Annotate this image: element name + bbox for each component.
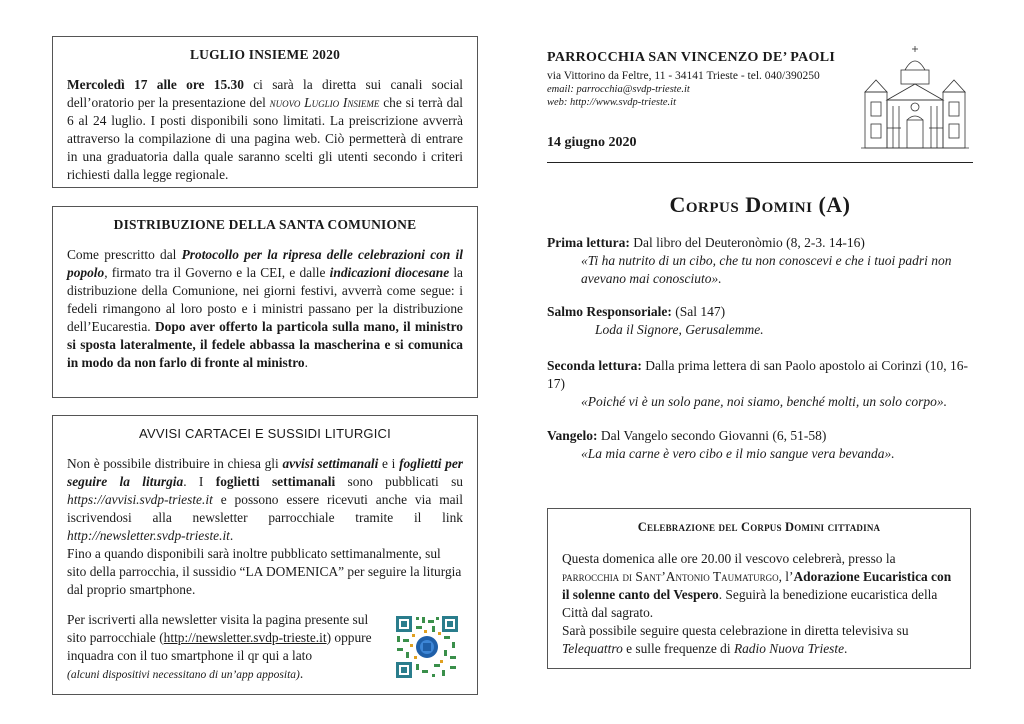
gospel-source: Dal Vangelo secondo Giovanni (6, 51-58) [597,428,827,443]
avvisi-newsletter-text [67,611,385,684]
psalm-source: (Sal 147) [671,304,726,319]
avvisi-t1: Non è possibile distribuire in chiesa gli [67,456,283,471]
avvisi-app-note: (alcuni dispositivi necessitano di un’app apposita) [67,669,300,681]
celebrazione-t3: . Seguirà la benedizione eucaristica della Città dal sagrato. [562,587,938,620]
celebrazione-parrocchia: parrocchia di Sant’Antonio Taumaturgo [562,569,779,584]
luglio-insieme-title: LUGLIO INSIEME 2020 [189,47,341,62]
avvisi-t2: e i [378,456,400,471]
comunione-t2: , firmato tra il Governo e la CEI, e dalle [104,265,330,280]
celebrazione-telequattro: Telequattro [562,641,623,656]
avvisi-url[interactable]: https://avvisi.svdp-trieste.it [67,492,213,507]
first-reading [547,234,973,288]
newsletter-url[interactable]: http://newsletter.svdp-trieste.it [67,528,230,543]
parish-address: via Vittorino da Feltre, 11 - 34141 Trieste - tel. 040/390250 [547,70,820,82]
feast-title: Corpus Domini (A) [669,192,851,217]
comunione-protocollo: Protocollo per la ripresa delle celebrazioni con il popolo [67,247,463,280]
luglio-nuovo: nuovo Luglio Insieme [269,95,380,110]
celebrazione-text [562,550,956,622]
gospel-label: Vangelo: [547,428,598,443]
comunione-title: DISTRIBUZIONE DELLA SANTA COMUNIONE [113,217,417,232]
celebrazione-p2-t1: Sarà possibile seguire questa celebrazione in diretta televisiva su [562,623,909,638]
celebrazione-adorazione: Adorazione Eucaristica con il solenne canto del Vespero [562,569,952,602]
comunione-text [67,246,463,372]
luglio-insieme-box [52,36,478,188]
celebrazione-box [547,508,971,669]
gospel-reading [547,427,973,463]
avvisi-t3: . I [183,474,216,489]
avvisi-foglietti-sett: foglietti settimanali [215,474,336,489]
celebrazione-t2: , l’ [778,569,794,584]
comunione-bold: Dopo aver offerto la particola sulla mano, il ministro si sposta lateralmente, il fedele abbassa la mascherina e si comunica in modo da non farlo di fronte al ministro [67,319,463,370]
first-reading-source: Dal libro del Deuteronòmio (8, 2-3. 14-16) [629,235,865,250]
celebrazione-t1: Questa domenica alle ore 20.00 il vescovo celebrerà, presso la [562,551,896,566]
celebrazione-radio: Radio Nuova Trieste [733,641,845,656]
luglio-lead: Mercoledì 17 alle ore 15.30 [67,77,244,92]
avvisi-p3-t1: Per iscriverti alla newsletter visita la pagina presente sul sito parrocchiale ( [67,612,369,645]
bulletin-date: 14 giugno 2020 [547,135,637,150]
comunione-t4: . [304,355,308,370]
avvisi-t5: e possono essere ricevuti anche via mail iscrivendosi alla newsletter parrocchiale tramite il link [67,492,463,525]
second-reading-label: Seconda lettura: [547,358,642,373]
avvisi-text [67,455,463,545]
gospel-quote: «La mia carne è vero cibo e il mio sangue vera bevanda». [581,446,895,461]
comunione-t1: Come prescritto dal [67,247,182,262]
avvisi-domenica-text: Fino a quando disponibili sarà inoltre pubblicato settimanalmente, sul sito della parrocchia, il sussidio “LA DOMENICA” per seguire la liturgia dal proprio smartphone. [67,546,462,597]
parish-header [547,46,973,163]
psalm-refrain: Loda il Signore, Gerusalemme. [595,322,764,337]
avvisi-p3-t2: ) oppure inquadra con il tuo smartphone il qr qui a lato [67,630,372,663]
psalm-label: Salmo Responsoriale: [547,304,672,319]
second-reading [547,357,973,411]
comunione-t3: la distribuzione della Comunione, nei giorni festivi, avverrà come segue: i fedeli rimangono al loro posto e i ministri passano per la distribuzione dell’Eucarestia. [67,265,463,334]
celebrazione-title: Celebrazione del Corpus Domini cittadina [637,520,881,534]
celebrazione-p2-t3: . [844,641,848,656]
first-reading-quote: «Ti ha nutrito di un cibo, che tu non conoscevi e che i tuoi padri non avevano mai conosciuto». [581,253,952,286]
newsletter-link[interactable]: http://newsletter.svdp-trieste.it [163,630,327,645]
responsorial-psalm [547,303,973,339]
luglio-t1: ci sarà la diretta sui canali social dell’oratorio per la presentazione del [67,77,463,110]
parish-email[interactable]: email: parrocchia@svdp-trieste.it [547,84,690,95]
avvisi-foglietti: foglietti per seguire la liturgia [67,456,464,489]
luglio-insieme-text [67,76,463,184]
parish-name: PARROCCHIA SAN VINCENZO DE’ PAOLI [547,50,836,65]
celebrazione-p2-t2: e sulle frequenze di [622,641,734,656]
comunione-box [52,206,478,398]
qr-code-image[interactable] [394,614,460,680]
parish-website[interactable]: web: http://www.svdp-trieste.it [547,97,677,108]
avvisi-t6: . [229,528,234,543]
avvisi-settimanali: avvisi settimanali [282,456,379,471]
comunione-indicazioni: indicazioni diocesane [329,265,450,280]
luglio-t2: che si terrà dal 6 al 24 luglio. I posti disponibili sono limitati. La preiscrizione avverrà attraverso la compilazione di una pagina web. Ciò permetterà di entrare in una graduatoria dalla quale saranno scelti gli utenti secondo i criteri richiesti dalla legge regionale. [67,95,463,182]
celebrazione-tv-text [562,622,956,658]
church-illustration [859,44,971,156]
second-reading-source: Dalla prima lettera di san Paolo apostolo ai Corinzi (10, 16-17) [547,358,969,391]
avvisi-t4: sono pubblicati su [335,474,463,489]
avvisi-p3-end: . [299,666,304,681]
first-reading-label: Prima lettura: [547,235,630,250]
second-reading-quote: «Poiché vi è un solo pane, noi siamo, benché molti, un solo corpo». [581,394,947,409]
avvisi-title: AVVISI CARTACEI E SUSSIDI LITURGICI [139,426,391,441]
